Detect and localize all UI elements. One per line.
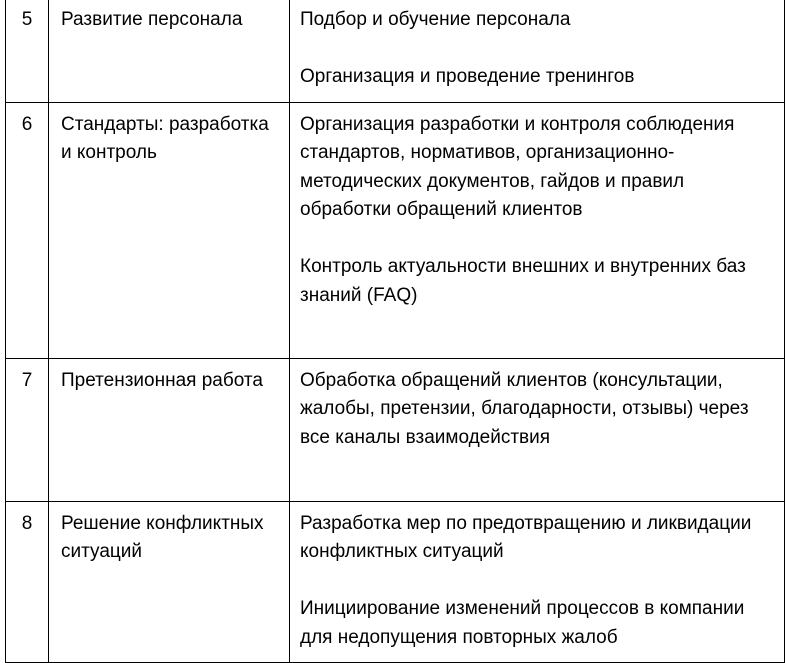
description-paragraph: Разработка мер по предотвращению и ликвидации конфликтных ситуаций xyxy=(300,512,752,562)
table-row xyxy=(6,501,785,663)
function-description xyxy=(290,358,785,501)
paragraph-spacer xyxy=(300,35,780,64)
row-number: 6 xyxy=(6,102,49,358)
description-paragraph: Контроль актуальности внешних и внутренних баз знаний (FAQ) xyxy=(300,256,746,306)
description-paragraph: Обработка обращений клиентов (консультации, жалобы, претензии, благодарности, отзывы) через все каналы взаимодействия xyxy=(300,369,749,448)
function-name: Решение конфликтных ситуаций xyxy=(49,501,290,663)
table-row xyxy=(6,102,785,358)
function-description xyxy=(290,501,785,663)
function-name: Претензионная работа xyxy=(49,358,290,501)
row-number: 7 xyxy=(6,358,49,501)
description-paragraph: Организация и проведение тренингов xyxy=(300,66,635,87)
table-row xyxy=(6,358,785,501)
paragraph-spacer xyxy=(300,225,780,254)
description-paragraph: Подбор и обучение персонала xyxy=(300,9,571,30)
function-name: Стандарты: разработка и контроль xyxy=(49,102,290,358)
description-paragraph: Инициирование изменений процессов в компании для недопущения повторных жалоб xyxy=(300,598,745,648)
table-row xyxy=(6,0,785,102)
function-name: Развитие персонала xyxy=(49,0,290,102)
description-paragraph: Организация разработки и контроля соблюдения стандартов, нормативов, организационно-методических документов, гайдов и правил обработки обращений клиентов xyxy=(300,113,735,220)
row-number: 8 xyxy=(6,501,49,663)
functions-table xyxy=(5,0,785,663)
row-number: 5 xyxy=(6,0,49,102)
function-description xyxy=(290,102,785,358)
paragraph-spacer xyxy=(300,567,780,596)
function-description xyxy=(290,0,785,102)
